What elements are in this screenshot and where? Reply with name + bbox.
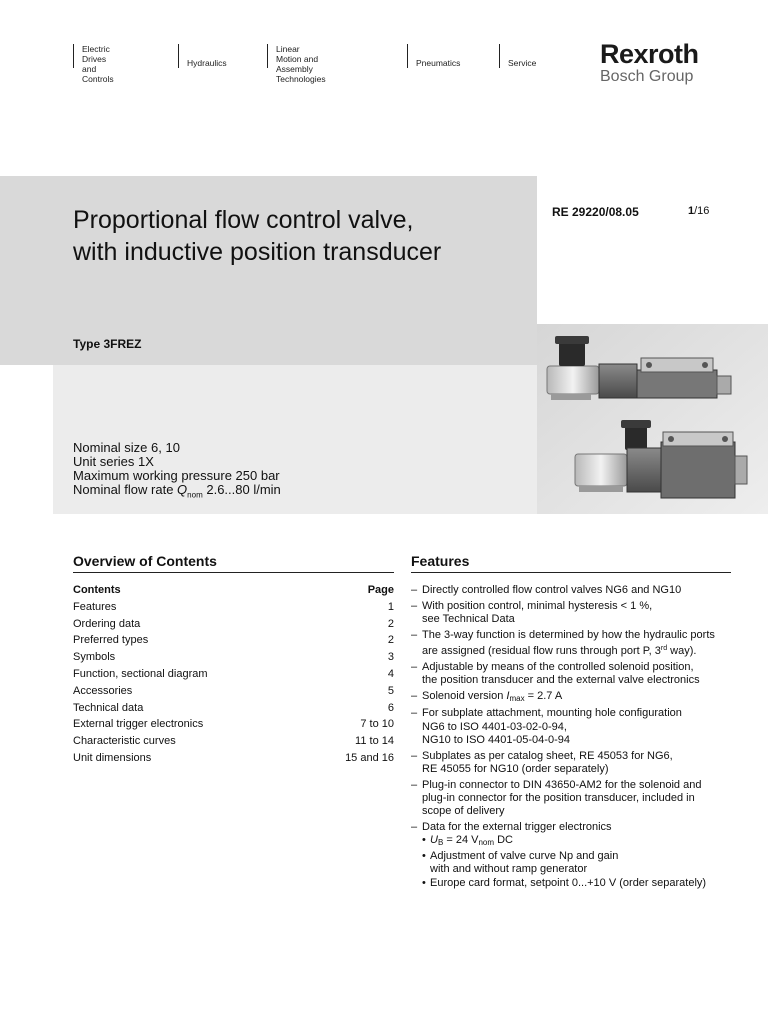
- feature-subitem: [422, 877, 731, 890]
- feature-text: Subplates as per catalog sheet, RE 45053 for NG6,: [422, 749, 673, 762]
- feature-text: scope of delivery: [422, 805, 505, 818]
- spec-panel: [53, 365, 537, 514]
- toc-label: External trigger electronics: [73, 718, 204, 731]
- nav-item-hydraulics[interactable]: [178, 44, 227, 68]
- feature-item: [411, 779, 731, 819]
- toc-row[interactable]: [73, 651, 394, 668]
- toc-page: 7 to 10: [360, 718, 394, 731]
- product-photo: [537, 324, 768, 514]
- feature-text: are assigned (residual flow runs through port P, 3: [422, 645, 661, 657]
- toc-label: Characteristic curves: [73, 735, 176, 748]
- feature-item: [411, 661, 731, 688]
- feature-symbol: I: [506, 689, 510, 702]
- spec-flow-rate-value: 2.6...80 l/min: [202, 482, 281, 497]
- toc-page: 2: [387, 634, 394, 647]
- toc-row[interactable]: [73, 752, 394, 769]
- feature-item: [411, 600, 731, 627]
- toc-page: 2: [387, 617, 394, 630]
- title-panel: [0, 176, 537, 324]
- page-indicator: [688, 205, 709, 217]
- page-number: 1: [688, 205, 695, 217]
- toc-page: 5: [387, 684, 394, 697]
- feature-superscript: rd: [660, 645, 668, 652]
- feature-item: [411, 629, 731, 659]
- feature-subscript: B: [437, 838, 444, 848]
- spec-flow-rate: [73, 483, 281, 503]
- toc-row[interactable]: [73, 618, 394, 635]
- toc-label: Ordering data: [73, 617, 141, 630]
- feature-item: [411, 821, 731, 890]
- toc-page: 11 to 14: [355, 735, 394, 748]
- spec-flow-rate-sub: nom: [187, 490, 203, 500]
- feature-subitem-continuation: with and without ramp generator: [430, 863, 588, 876]
- spec-flow-rate-prefix: Nominal flow rate: [73, 482, 178, 497]
- feature-text: Adjustable by means of the controlled solenoid position,: [422, 660, 694, 673]
- feature-text: way).: [667, 645, 697, 657]
- features-list: [411, 584, 731, 892]
- toc-row[interactable]: [73, 685, 394, 702]
- toc-row[interactable]: [73, 668, 394, 685]
- feature-text: DC: [494, 834, 513, 847]
- toc-header-contents: Contents: [73, 584, 121, 596]
- toc-row[interactable]: [73, 702, 394, 719]
- feature-text: For subplate attachment, mounting hole configuration: [422, 707, 682, 720]
- overview-rule: [73, 572, 394, 573]
- feature-text: Directly controlled flow control valves NG6 and NG10: [422, 584, 682, 596]
- feature-text: Adjustment of valve curve Np and gain: [430, 849, 619, 862]
- brand-subtitle: Bosch Group: [600, 68, 694, 85]
- toc-label: Unit dimensions: [73, 751, 152, 764]
- feature-text: = 2.7 A: [524, 689, 563, 702]
- nav-item-electric-drives[interactable]: [73, 44, 114, 84]
- toc-row[interactable]: [73, 634, 394, 651]
- nav-item-linear-motion[interactable]: [267, 44, 326, 84]
- title-line-2: with inductive position transducer: [73, 238, 442, 266]
- toc-header: [73, 584, 394, 601]
- page-total: /16: [694, 205, 710, 217]
- toc-label: Features: [73, 600, 117, 613]
- document-title: [73, 204, 523, 268]
- toc-page: 15 and 16: [345, 751, 394, 764]
- toc-label: Technical data: [73, 701, 144, 714]
- nav-item-pneumatics[interactable]: [407, 44, 460, 68]
- nav-item-label: Electric Drives: [82, 44, 110, 64]
- feature-text: = 24 V: [443, 834, 479, 847]
- brand-name: Rexroth: [600, 39, 699, 69]
- feature-subscript: nom: [478, 838, 495, 848]
- overview-title: Overview of Contents: [73, 553, 217, 569]
- feature-subitem: [422, 850, 731, 863]
- brand-logo: [600, 40, 720, 85]
- toc-page: 3: [387, 651, 394, 664]
- nav-item-service[interactable]: [499, 44, 536, 68]
- toc-header-page: Page: [367, 584, 394, 596]
- feature-text: the position transducer and the external valve electronics: [422, 674, 700, 686]
- document-reference: RE 29220/08.05: [552, 205, 639, 219]
- nav-item-label: Service: [508, 58, 537, 68]
- feature-text: Europe card format, setpoint 0...+10 V (order separately): [430, 876, 707, 889]
- spec-flow-rate-symbol: Q: [177, 482, 188, 497]
- feature-text: NG10 to ISO 4401-05-04-0-94: [422, 734, 570, 746]
- feature-text: With position control, minimal hysteresis < 1 %,: [422, 599, 653, 612]
- feature-symbol: U: [430, 834, 438, 847]
- toc-page: 1: [387, 600, 394, 613]
- toc-label: Preferred types: [73, 634, 149, 647]
- feature-subitem: [422, 834, 731, 849]
- feature-text: see Technical Data: [422, 613, 515, 625]
- feature-text: RE 45055 for NG10 (order separately): [422, 763, 609, 775]
- feature-text: Data for the external trigger electronics: [422, 821, 612, 833]
- table-of-contents: [73, 584, 394, 769]
- spec-max-pressure: Maximum working pressure 250 bar: [73, 468, 280, 483]
- toc-page: 6: [387, 701, 394, 714]
- features-title: Features: [411, 553, 470, 569]
- feature-text: plug-in connector for the position transducer, included in: [422, 792, 695, 804]
- feature-text: Plug-in connector to DIN 43650-AM2 for the solenoid and: [422, 778, 702, 791]
- toc-row[interactable]: [73, 718, 394, 735]
- feature-text: NG6 to ISO 4401-03-02-0-94,: [422, 720, 567, 733]
- toc-row[interactable]: [73, 601, 394, 618]
- feature-item: [411, 584, 731, 597]
- title-line-1: Proportional flow control valve,: [73, 206, 414, 234]
- feature-item: [411, 690, 731, 705]
- toc-label: Symbols: [73, 651, 116, 664]
- toc-row[interactable]: [73, 735, 394, 752]
- nav-item-label: Assembly Technologies: [276, 64, 326, 84]
- feature-item: [411, 707, 731, 747]
- features-rule: [411, 572, 731, 573]
- toc-page: 4: [387, 667, 394, 680]
- nav-item-label: Hydraulics: [187, 58, 227, 68]
- spec-unit-series: Unit series 1X: [73, 454, 154, 469]
- feature-subscript: max: [509, 693, 525, 703]
- spec-nominal-size: Nominal size 6, 10: [73, 440, 180, 455]
- toc-label: Function, sectional diagram: [73, 667, 208, 680]
- nav-item-label: Linear Motion and: [276, 44, 319, 64]
- feature-text: Solenoid version: [422, 689, 507, 702]
- feature-text: The 3-way function is determined by how the hydraulic ports: [422, 628, 715, 641]
- feature-item: [411, 750, 731, 777]
- nav-item-label: and Controls: [82, 64, 114, 84]
- toc-label: Accessories: [73, 684, 133, 697]
- spec-list: [73, 441, 281, 503]
- type-label: Type 3FREZ: [73, 337, 142, 351]
- nav-item-label: Pneumatics: [416, 58, 461, 68]
